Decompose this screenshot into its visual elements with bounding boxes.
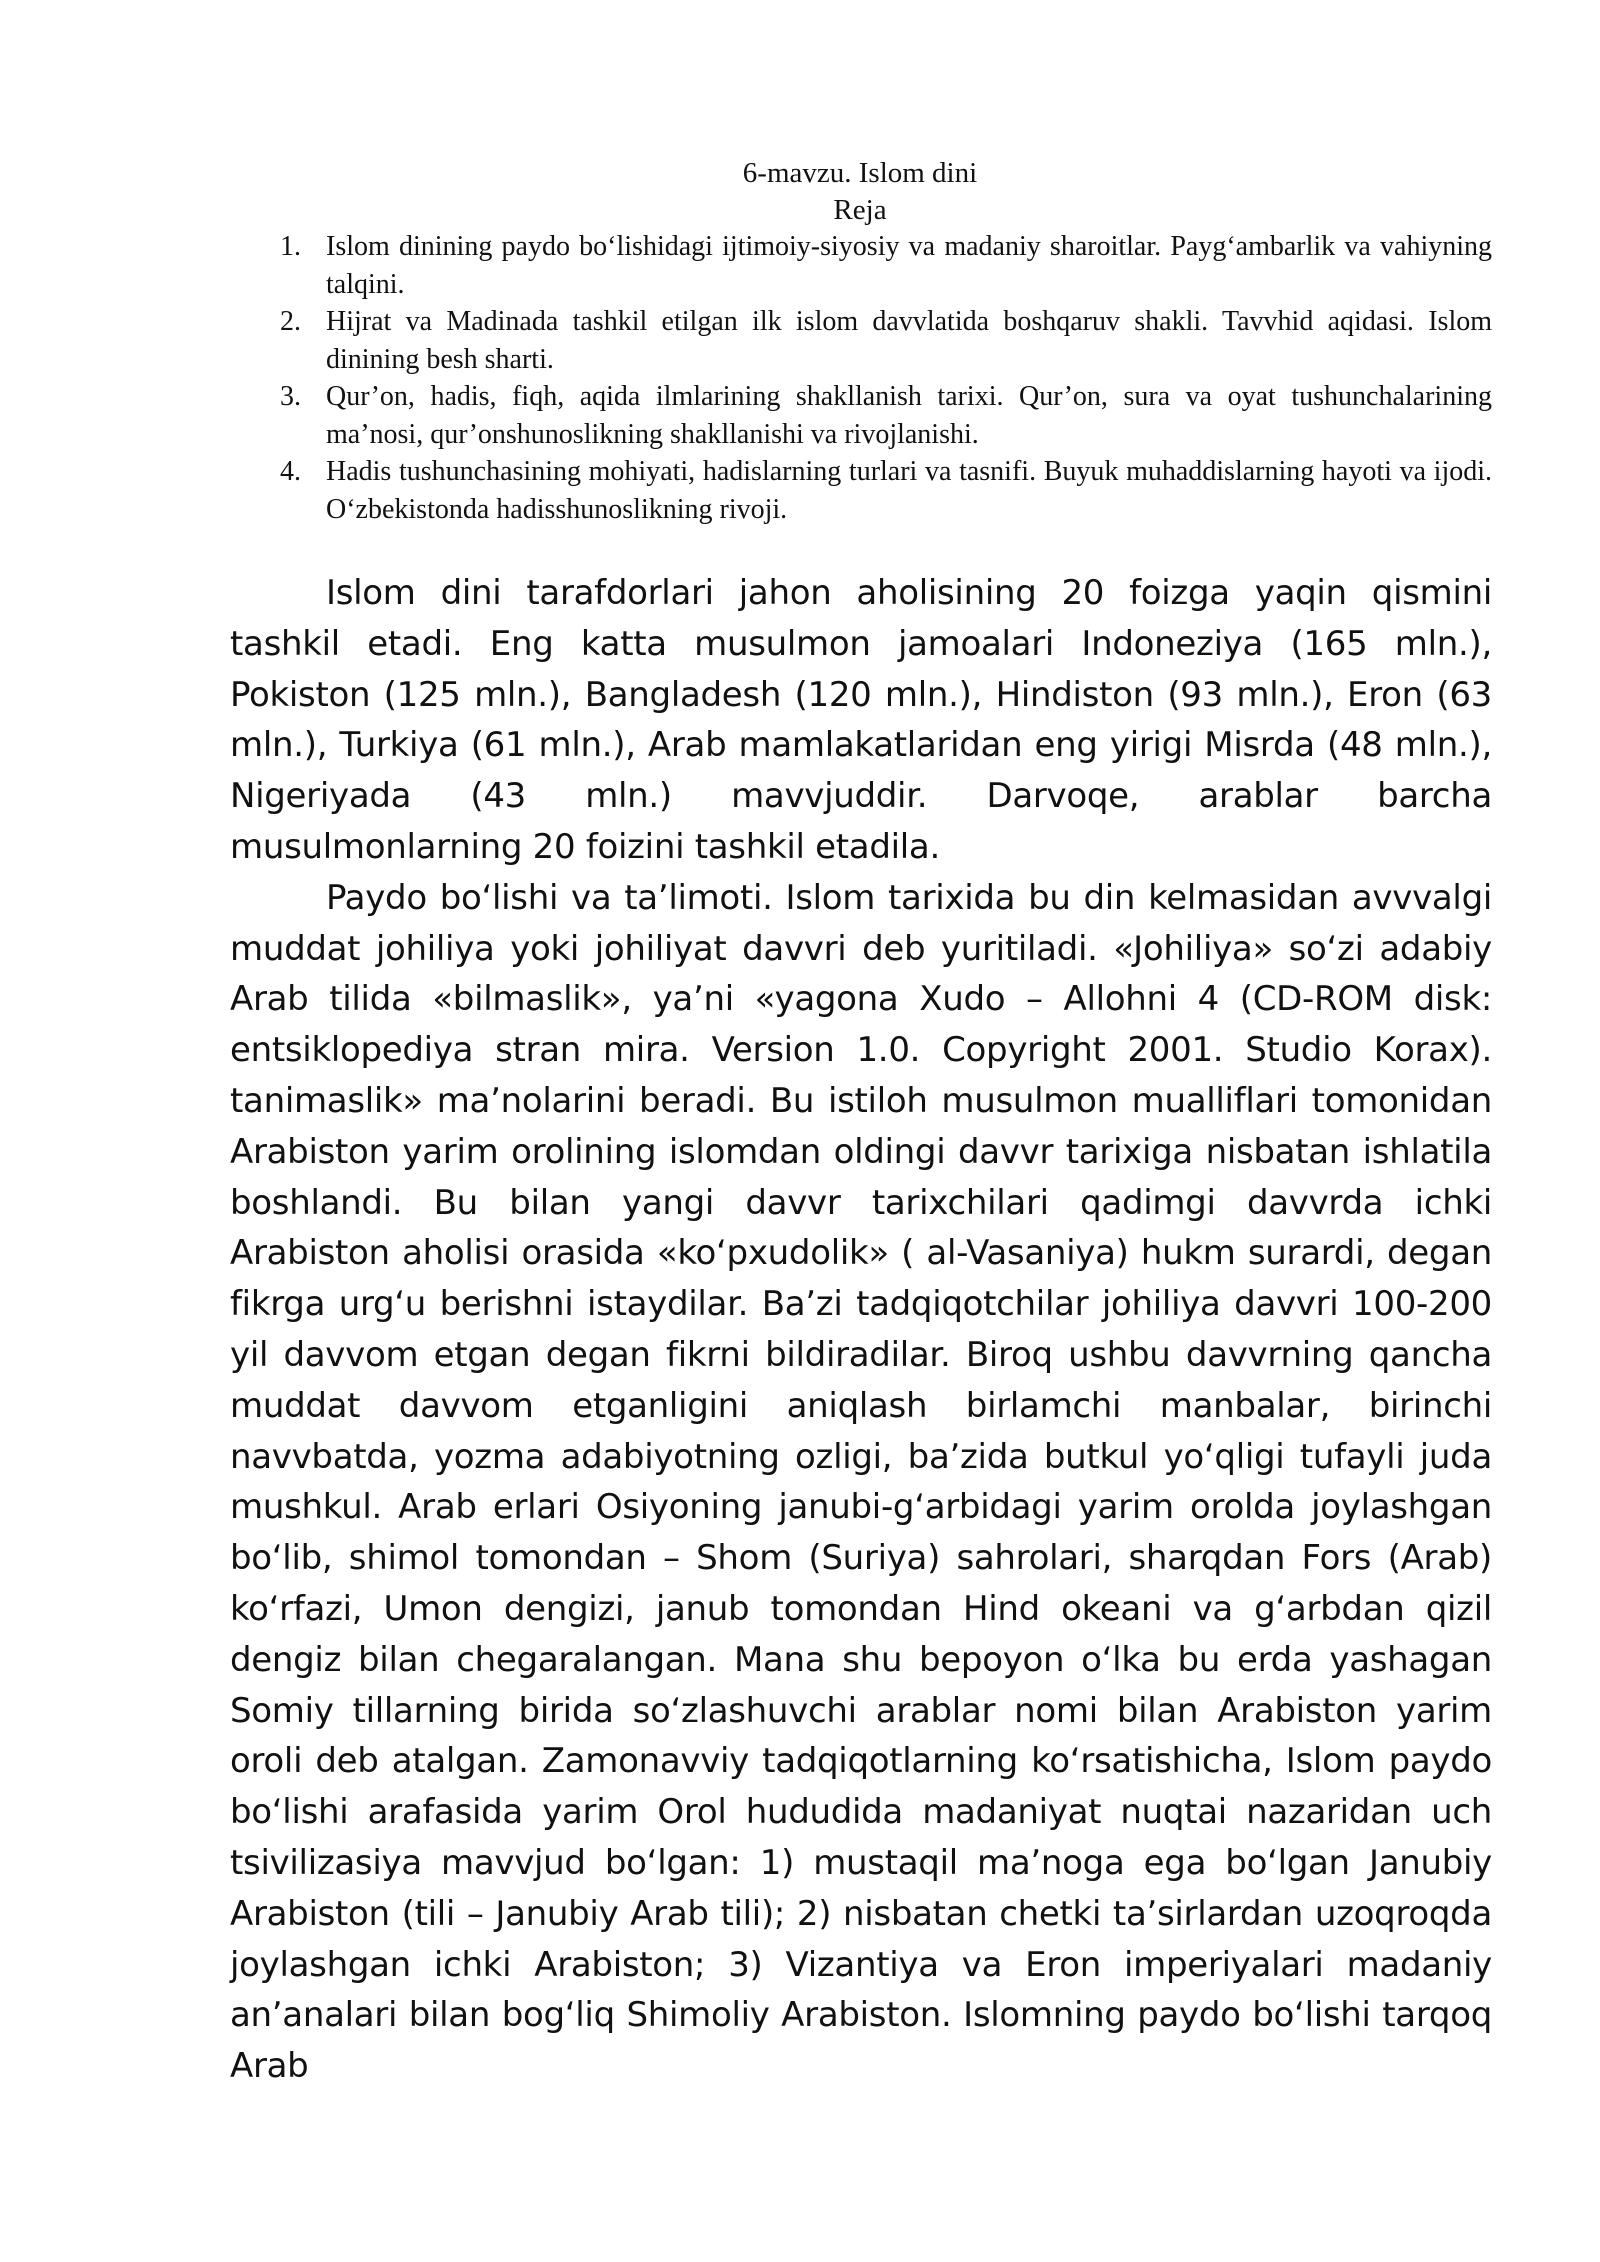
plan-item-text: Qur’on, hadis, fiqh, aqida ilmlarining shakllanish tarixi. Qur’on, sura va oyat tushunchalarining ma’nosi, qur’onshunoslikning shakllanishi va rivojlanishi. <box>326 381 1492 450</box>
plan-item-text: Hadis tushunchasining mohiyati, hadislarning turlari va tasnifi. Buyuk muhaddislarning hayoti va ijodi. Oʻzbekistonda hadisshunoslikning rivoji. <box>326 456 1492 525</box>
plan-item <box>280 453 1492 528</box>
plan-item <box>280 303 1492 378</box>
plan-item-number: 2. <box>280 306 301 337</box>
plan-item <box>280 228 1492 303</box>
plan-item-text: Islom dinining paydo boʻlishidagi ijtimoiy-siyosiy va madaniy sharoitlar. Paygʻambarlik va vahiyning talqini. <box>326 231 1492 300</box>
document-title: 6-mavzu. Islom dini <box>742 157 978 189</box>
plan-list <box>280 228 1492 528</box>
plan-item <box>280 378 1492 453</box>
plan-item-number: 3. <box>280 381 301 412</box>
plan-item-number: 4. <box>280 456 301 487</box>
plan-item-number: 1. <box>280 231 301 262</box>
body-paragraph: Paydo boʻlishi va ta’limoti. Islom tarixida bu din kelmasidan avvvalgi muddat johiliya yoki johiliyat davvri deb yuritiladi. «Johiliya» soʻzi adabiy Arab tilida «bilmaslik», ya’ni «yagona Xudo – Allohni 4 (CD-ROM disk: entsiklopediya stran mira. Version 1.0. Copyright 2001. Studio Korax). tanimaslik» ma’nolarini beradi. Bu istiloh musulmon mualliflari tomonidan Arabiston yarim orolining islomdan oldingi davvr tarixiga nisbatan ishlatila boshlandi. Bu bilan yangi davvr tarixchilari qadimgi davvrda ichki Arabiston aholisi orasida «koʻpxudolik» ( al-Vasaniya) hukm surardi, degan fikrga urgʻu berishni istaydilar. Ba’zi tadqiqotchilar johiliya davvri 100-200 yil davvom etgan degan fikrni bildiradilar. Biroq ushbu davvrning qancha muddat davvom etganligini aniqlash birlamchi manbalar, birinchi navvbatda, yozma adabiyotning ozligi, ba’zida butkul yoʻqligi tufayli juda mushkul. Arab erlari Osiyoning janubi-gʻarbidagi yarim orolda joylashgan boʻlib, shimol tomondan – Shom (Suriya) sahrolari, sharqdan Fors (Arab) koʻrfazi, Umon dengizi, janub tomondan Hind okeani va gʻarbdan qizil dengiz bilan chegaralangan. Mana shu bepoyon oʻlka bu erda yashagan Somiy tillarning birida soʻzlashuvchi arablar nomi bilan Arabiston yarim oroli deb atalgan. Zamonavviy tadqiqotlarning koʻrsatishicha, Islom paydo boʻlishi arafasida yarim Orol hududida madaniyat nuqtai nazaridan uch tsivilizasiya mavvjud boʻlgan: 1) mustaqil ma’noga ega boʻlgan Janubiy Arabiston (tili – Janubiy Arab tili); 2) nisbatan chetki ta’sirlardan uzoqroqda joylashgan ichki Arabiston; 3) Vizantiya va Eron imperiyalari madaniy an’analari bilan bogʻliq Shimoliy Arabiston. Islomning paydo boʻlishi tarqoq Arab <box>230 877 1492 2087</box>
body-paragraph: Islom dini tarafdorlari jahon aholisining 20 foizga yaqin qismini tashkil etadi. Eng katta musulmon jamoalari Indoneziya (165 mln.), Pokiston (125 mln.), Bangladesh (120 mln.), Hindiston (93 mln.), Eron (63 mln.), Turkiya (61 mln.), Arab mamlakatlaridan eng yirigi Misrda (48 mln.), Nigeriyada (43 mln.) mavvjuddir. Darvoqe, arablar barcha musulmonlarning 20 foizini tashkil etadila. <box>230 573 1492 867</box>
body-text <box>230 568 1492 2092</box>
plan-item-text: Hijrat va Madinada tashkil etilgan ilk islom davvlatida boshqaruv shakli. Tavvhid aqidasi. Islom dinining besh sharti. <box>326 306 1492 375</box>
plan-heading: Reja <box>833 194 887 226</box>
